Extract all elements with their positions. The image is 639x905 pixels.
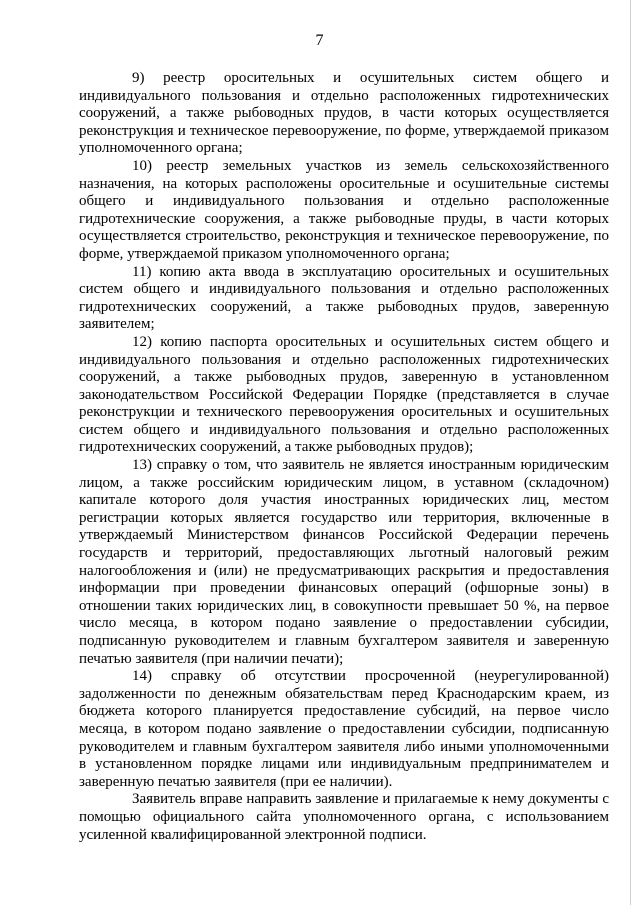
paragraph-item-11: 11) копию акта ввода в эксплуатацию оросительных и осушительных систем общего и индивидуального пользования и отдельно расположенных гидротехнических сооружений, а также рыбоводных прудов, заверенную заявителем;: [79, 263, 609, 333]
paragraph-item-9: 9) реестр оросительных и осушительных систем общего и индивидуального пользования и отдельно расположенных гидротехнических сооружений, а также рыбоводных прудов, в части которых осуществляется реконструкция и техническое перевооружение, по форме, утверждаемой приказом уполномоченного органа;: [79, 70, 609, 157]
page-edge-line: [630, 0, 631, 905]
paragraph-item-10: 10) реестр земельных участков из земель сельскохозяйственного назначения, на которых расположены оросительные и осушительные системы общего и индивидуального пользования и отдельно расположенные гидротехнические сооружения, а также рыбоводные пруды, в части которых осуществляется строительство, реконструкция и техническое перевооружение, по форме, утверждаемой приказом уполномоченного органа;: [79, 157, 609, 262]
paragraph-item-12: 12) копию паспорта оросительных и осушительных систем общего и индивидуального пользования и отдельно расположенных гидротехнических сооружений, а также рыбоводных прудов, заверенную в установленном законодательством Российской Федерации Порядке (представляется в случае реконструкции и технического перевооружения оросительных и осушительных систем общего и индивидуального пользования и отдельно расположенных гидротехнических сооружений, а также рыбоводных прудов);: [79, 333, 609, 456]
paragraph-closing: Заявитель вправе направить заявление и прилагаемые к нему документы с помощью официального сайта уполномоченного органа, с использованием усиленной квалифицированной электронной подписи.: [79, 791, 609, 843]
paragraph-item-13: 13) справку о том, что заявитель не является иностранным юридическим лицом, а также российским юридическим лицом, в уставном (складочном) капитале которого доля участия иностранных юридических лиц, местом регистрации которых является государство или территория, включенные в утверждаемый Министерством финансов Российской Федерации перечень государств и территорий, предоставляющих льготный налоговый режим налогообложения и (или) не предусматривающих раскрытия и предоставления информации при проведении финансовых операций (офшорные зоны) в отношении таких юридических лиц, в совокупности превышает 50 %, на первое число месяца, в котором подано заявление о предоставлении субсидии, подписанную руководителем и главным бухгалтером заявителя и заверенную печатью заявителя (при наличии печати);: [79, 457, 609, 667]
paragraph-item-14: 14) справку об отсутствии просроченной (неурегулированной) задолженности по денежным обязательствам перед Краснодарским краем, из бюджета которого планируется предоставление субсидий, на первое число месяца, в котором подано заявление о предоставлении субсидии, подписанную руководителем и главным бухгалтером заявителя либо иными уполномоченными в установленном порядке лицами или индивидуальным предпринимателем и заверенную печатью заявителя (при ее наличии).: [79, 668, 609, 790]
document-body: [79, 70, 609, 844]
page-number: 7: [315, 32, 324, 49]
